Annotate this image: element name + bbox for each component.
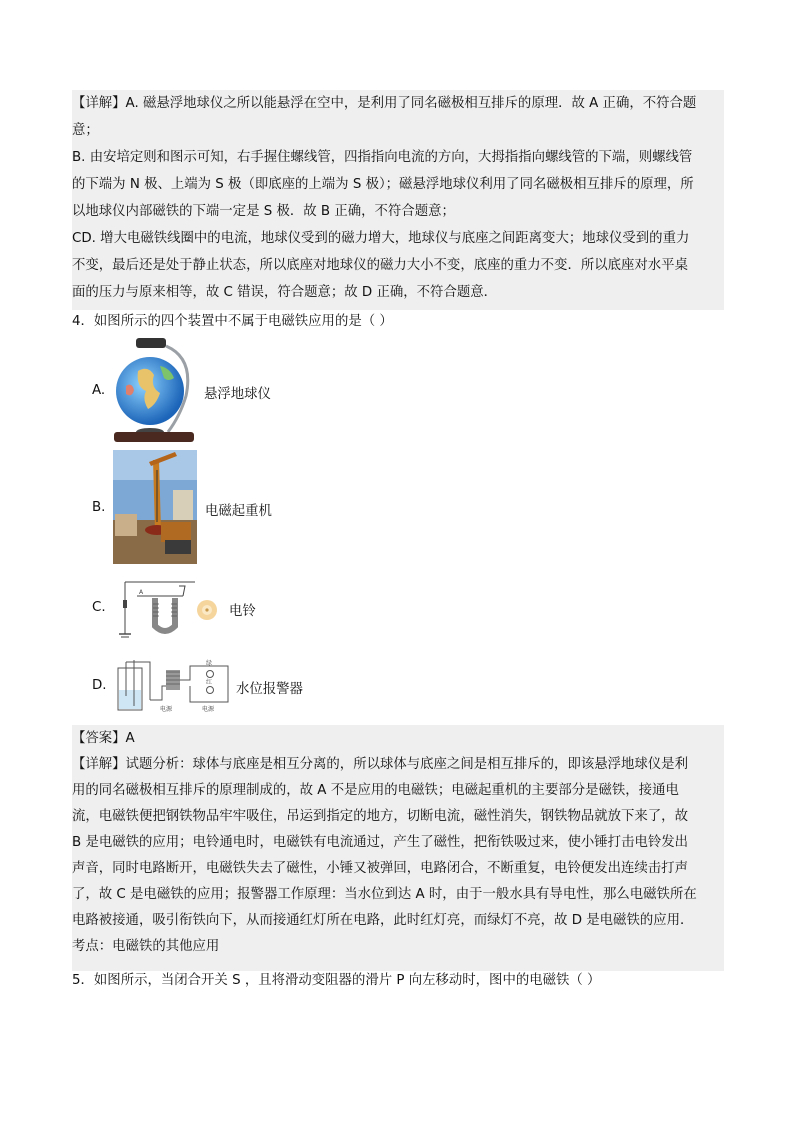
svg-text:A: A (139, 589, 144, 596)
option-b-name: 电磁起重机 (205, 504, 272, 519)
detail-line: CD. 增大电磁铁线圈中的电流，地球仪受到的磁力增大，地球仪与底座之间距离变大；地球仪受到的重力 (72, 231, 690, 246)
detail-line: B. 由安培定则和图示可知，右手握住螺线管，四指指向电流的方向，大拇指指向螺线管的下端，则螺线管 (72, 150, 693, 165)
detail-line: 意； (72, 123, 99, 138)
power-source-1-label: 电源 (160, 706, 173, 713)
question-5-stem: 5．如图所示，当闭合开关 S ，且将滑动变阻器的滑片 P 向左移动时，图中的电磁铁（ ） (72, 973, 601, 988)
option-a-name: 悬浮地球仪 (204, 387, 271, 402)
answer-line: 考点：电磁铁的其他应用 (72, 939, 220, 954)
option-d-label: D. (92, 678, 107, 693)
water-level-alarm-diagram (116, 656, 232, 714)
detail-line: 【详解】A. 磁悬浮地球仪之所以能悬浮在空中，是利用了同名磁极相互排斥的原理．故 A 正确，不符合题 (72, 96, 697, 111)
answer-line: 了，故 C 是电磁铁的应用；报警器工作原理：当水位到达 A 时，由于一般水具有导电性，那么电磁铁所在 (72, 887, 697, 902)
answer-line: 【详解】试题分析：球体与底座是相互分离的，所以球体与底座之间是相互排斥的，即该悬浮地球仪是利 (72, 757, 688, 772)
power-source-2-label: 电源 (202, 706, 215, 713)
detail-line: 不变，最后还是处于静止状态，所以底座对地球仪的磁力大小不变，底座的重力不变．所以底座对水平桌 (72, 258, 688, 273)
answer-line: 电路被接通，吸引衔铁向下，从而接通红灯所在电路，此时红灯亮，而绿灯不亮，故 D 是电磁铁的应用． (72, 913, 694, 928)
crane-photo (113, 450, 197, 564)
answer-line: 流，电磁铁便把钢铁物品牢牢吸住，吊运到指定的地方，切断电流，磁性消失，钢铁物品就放下来了，故 (72, 809, 688, 824)
detail-line: 面的压力与原来相等，故 C 错误，符合题意；故 D 正确，不符合题意． (72, 285, 498, 300)
green-lamp-label: 绿 (206, 660, 213, 667)
answer-line: 用的同名磁极相互排斥的原理制成的，故 A 不是应用的电磁铁；电磁起重机的主要部分是磁铁，接通电 (72, 783, 679, 798)
answer-line: B 是电磁铁的应用；电铃通电时，电磁铁有电流通过，产生了磁性，把衔铁吸过来，使小锤打击电铃发出 (72, 835, 689, 850)
answer-text: 【答案】A (72, 731, 135, 746)
detail-line: 的下端为 N 极、上端为 S 极（即底座的上端为 S 极）；磁悬浮地球仪利用了同名磁极相互排斥的原理，所 (72, 177, 694, 192)
detail-line: 以地球仪内部磁铁的下端一定是 S 极．故 B 正确，不符合题意； (72, 204, 455, 219)
option-b-label: B. (92, 500, 106, 515)
option-c-label: C. (92, 600, 106, 615)
electric-bell-diagram (113, 576, 225, 640)
question-4-stem: 4．如图所示的四个装置中不属于电磁铁应用的是（ ） (72, 314, 393, 329)
answer-line: 声音，同时电路断开，电磁铁失去了磁性，小锤又被弹回，电路闭合，不断重复，电铃便发出连续击打声 (72, 861, 688, 876)
detail-block-1 (72, 90, 724, 310)
option-a-label: A. (92, 383, 106, 398)
red-lamp-label: 红 (206, 679, 213, 686)
globe-image (108, 336, 198, 444)
option-d-name: 水位报警器 (236, 682, 303, 697)
option-c-name: 电铃 (229, 604, 256, 619)
